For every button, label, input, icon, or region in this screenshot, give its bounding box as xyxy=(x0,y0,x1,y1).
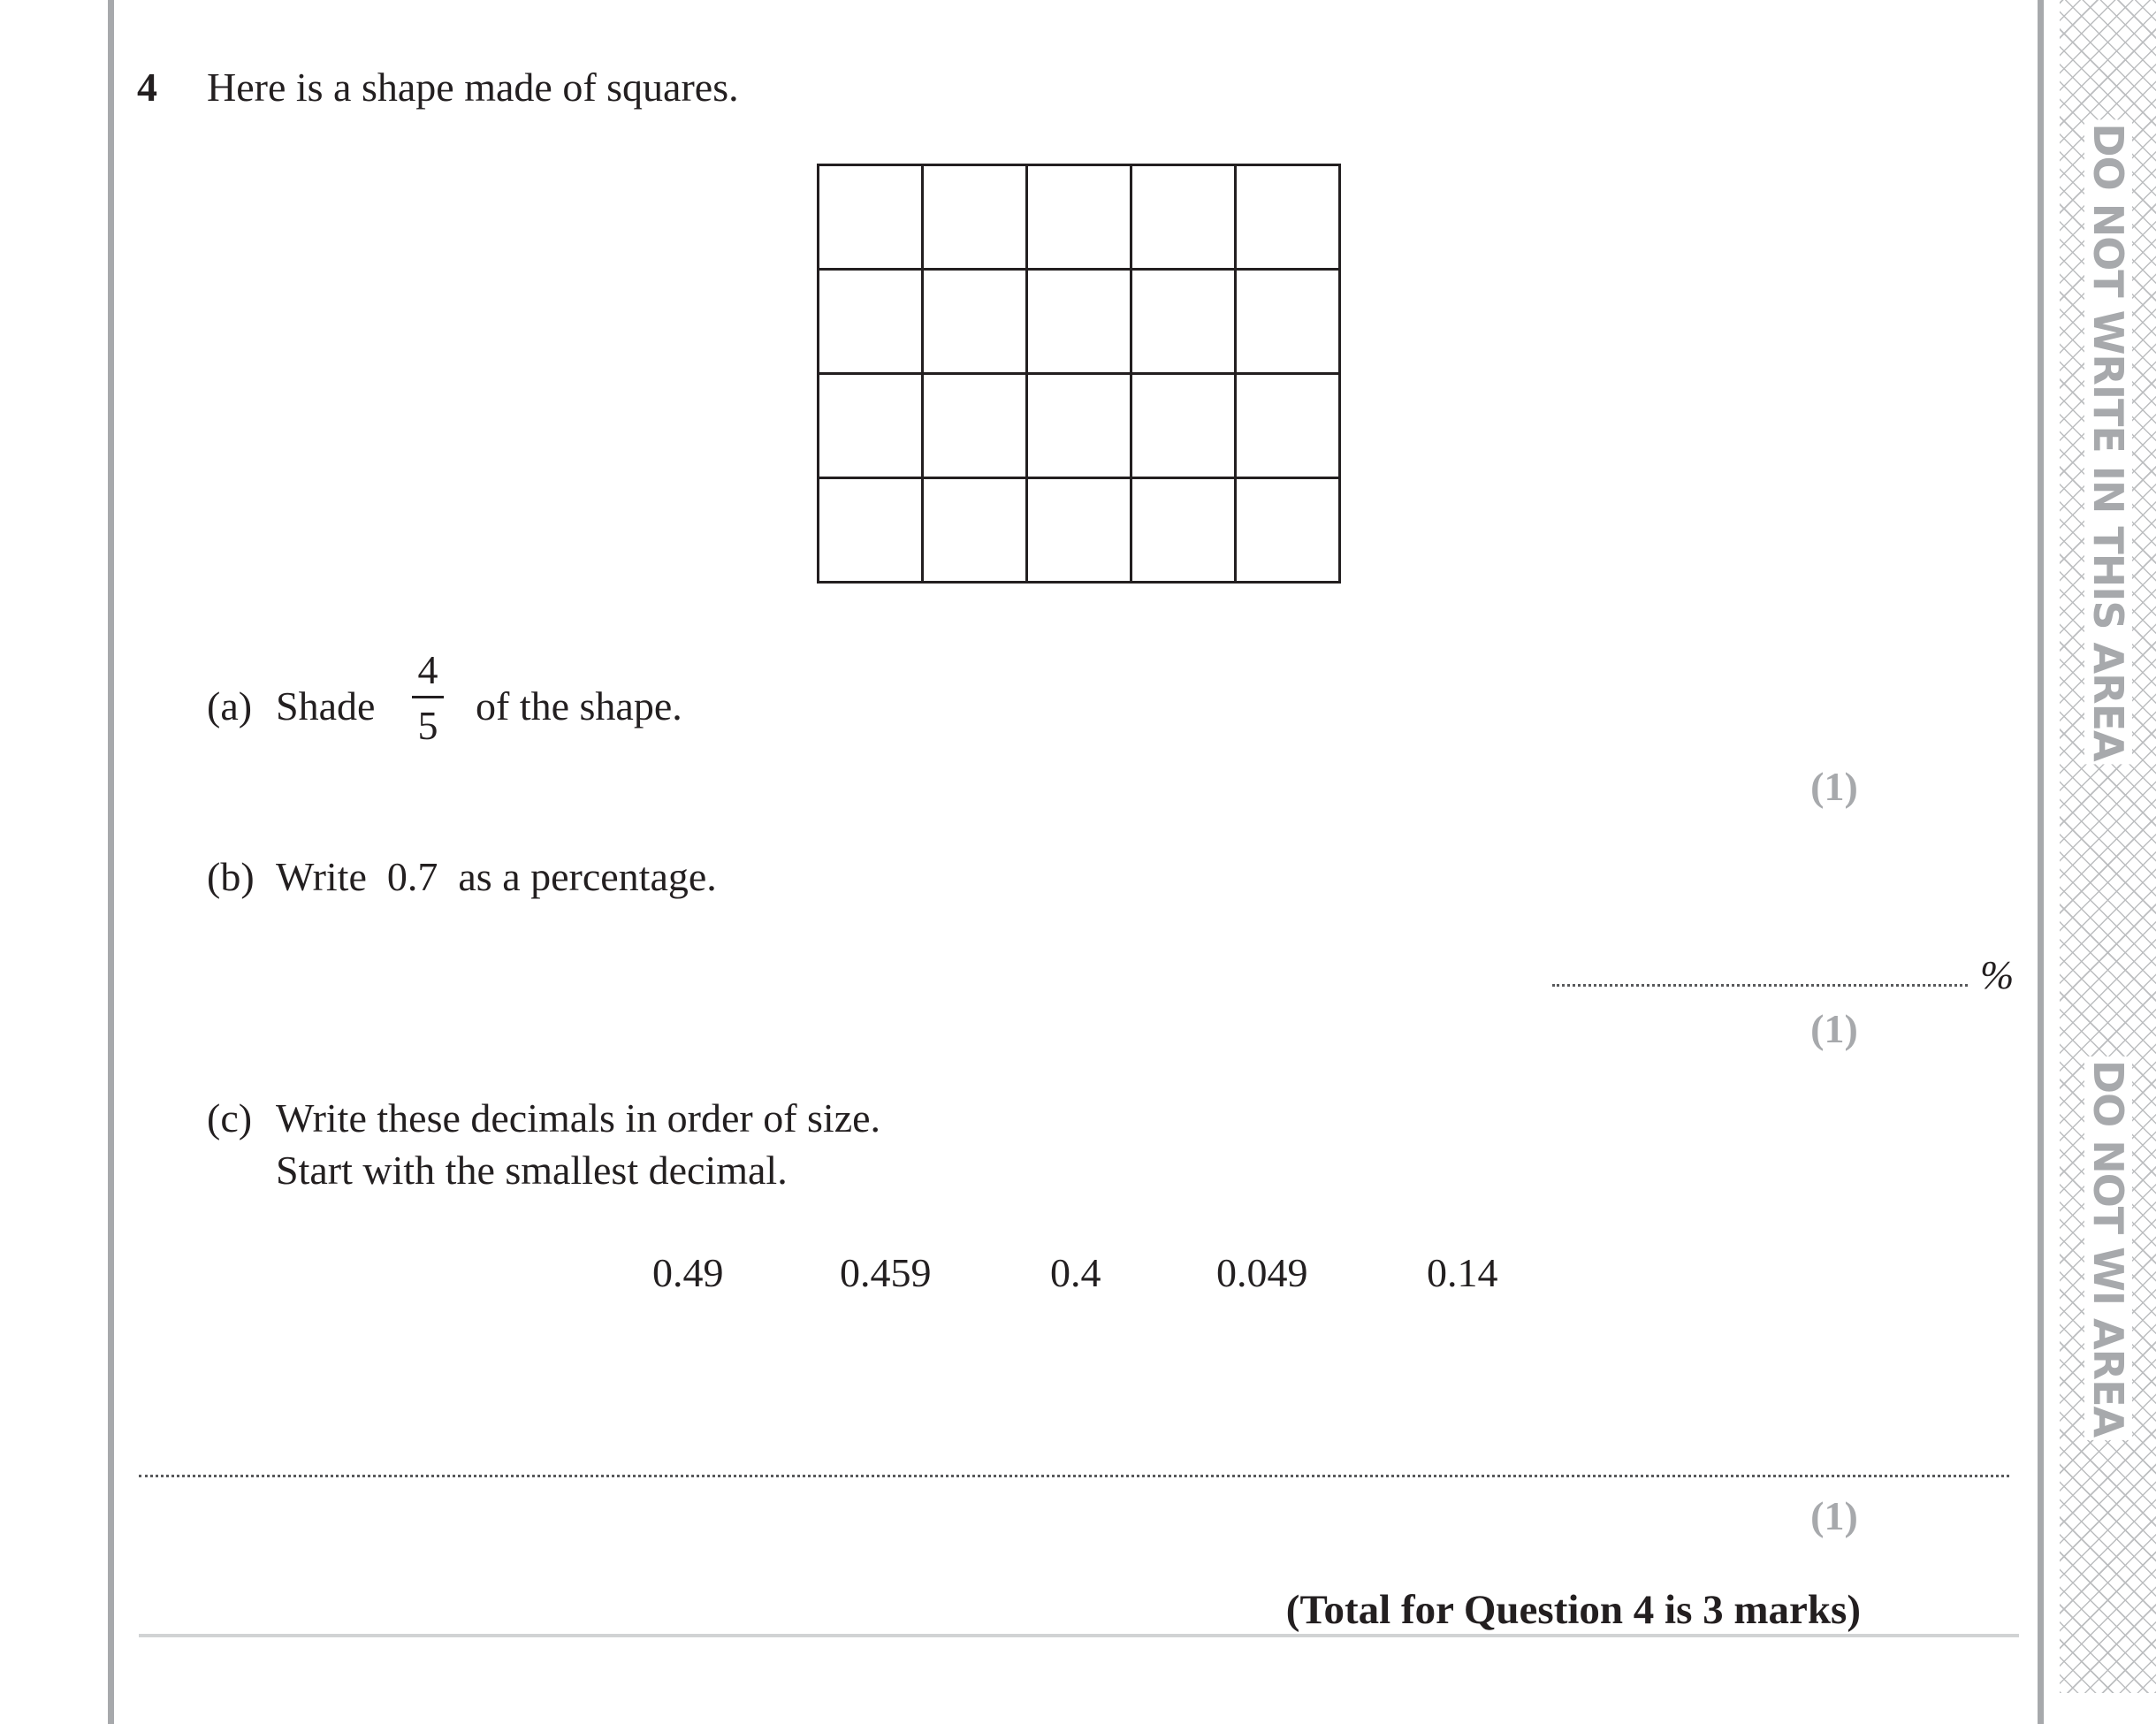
part-c-line-1: Write these decimals in order of size. xyxy=(276,1095,881,1140)
grid-square[interactable] xyxy=(1028,375,1132,479)
part-b-label: (b) xyxy=(207,854,255,899)
grid-square[interactable] xyxy=(1028,479,1132,584)
grid-square[interactable] xyxy=(1237,375,1341,479)
part-b-text: Write 0.7 as a percentage. xyxy=(276,854,717,899)
question-divider xyxy=(139,1634,2019,1637)
fraction-denominator: 5 xyxy=(417,703,438,748)
decimal-value: 0.459 xyxy=(840,1250,932,1295)
part-c-label: (c) xyxy=(207,1095,253,1140)
grid-square[interactable] xyxy=(924,271,1028,375)
grid-square[interactable] xyxy=(819,166,924,271)
grid-square[interactable] xyxy=(1237,271,1341,375)
part-a-text-after: of the shape. xyxy=(476,683,682,729)
part-a-marks: (1) xyxy=(1810,764,1858,809)
margin-warning-text-top: DO NOT WRITE IN THIS AREA xyxy=(2084,119,2132,764)
part-c-answer-line[interactable] xyxy=(139,1475,2009,1477)
question-total: (Total for Question 4 is 3 marks) xyxy=(1285,1587,1861,1633)
question-number: 4 xyxy=(137,65,157,110)
part-a-text-before: Shade xyxy=(276,683,376,729)
question-stem: Here is a shape made of squares. xyxy=(207,65,739,110)
grid-square[interactable] xyxy=(1028,271,1132,375)
decimal-value: 0.049 xyxy=(1216,1250,1308,1295)
grid-square[interactable] xyxy=(819,375,924,479)
grid-square[interactable] xyxy=(1132,271,1237,375)
grid-square[interactable] xyxy=(924,375,1028,479)
part-b-answer-line[interactable] xyxy=(1552,984,1968,987)
grid-square[interactable] xyxy=(819,479,924,584)
percent-sign: % xyxy=(1980,952,2015,997)
grid-square[interactable] xyxy=(924,479,1028,584)
grid-square[interactable] xyxy=(924,166,1028,271)
decimal-value: 0.4 xyxy=(1050,1250,1101,1295)
grid-square[interactable] xyxy=(1237,479,1341,584)
margin-warning-text-bottom: DO NOT WI AREA xyxy=(2084,1057,2132,1440)
fraction-numerator: 4 xyxy=(412,650,444,698)
fraction-four-fifths xyxy=(412,647,444,748)
grid-square[interactable] xyxy=(1028,166,1132,271)
decimal-value: 0.14 xyxy=(1427,1250,1498,1295)
grid-square[interactable] xyxy=(1237,166,1341,271)
grid-square[interactable] xyxy=(1132,375,1237,479)
part-c-marks: (1) xyxy=(1810,1493,1858,1538)
grid-square[interactable] xyxy=(1132,166,1237,271)
grid-square[interactable] xyxy=(819,271,924,375)
squares-grid[interactable] xyxy=(817,164,1341,584)
part-c-line-2: Start with the smallest decimal. xyxy=(276,1148,788,1193)
part-a-label: (a) xyxy=(207,683,253,729)
decimal-value: 0.49 xyxy=(652,1250,724,1295)
part-b-marks: (1) xyxy=(1810,1006,1858,1051)
margin-strip xyxy=(2060,0,2156,1693)
grid-square[interactable] xyxy=(1132,479,1237,584)
